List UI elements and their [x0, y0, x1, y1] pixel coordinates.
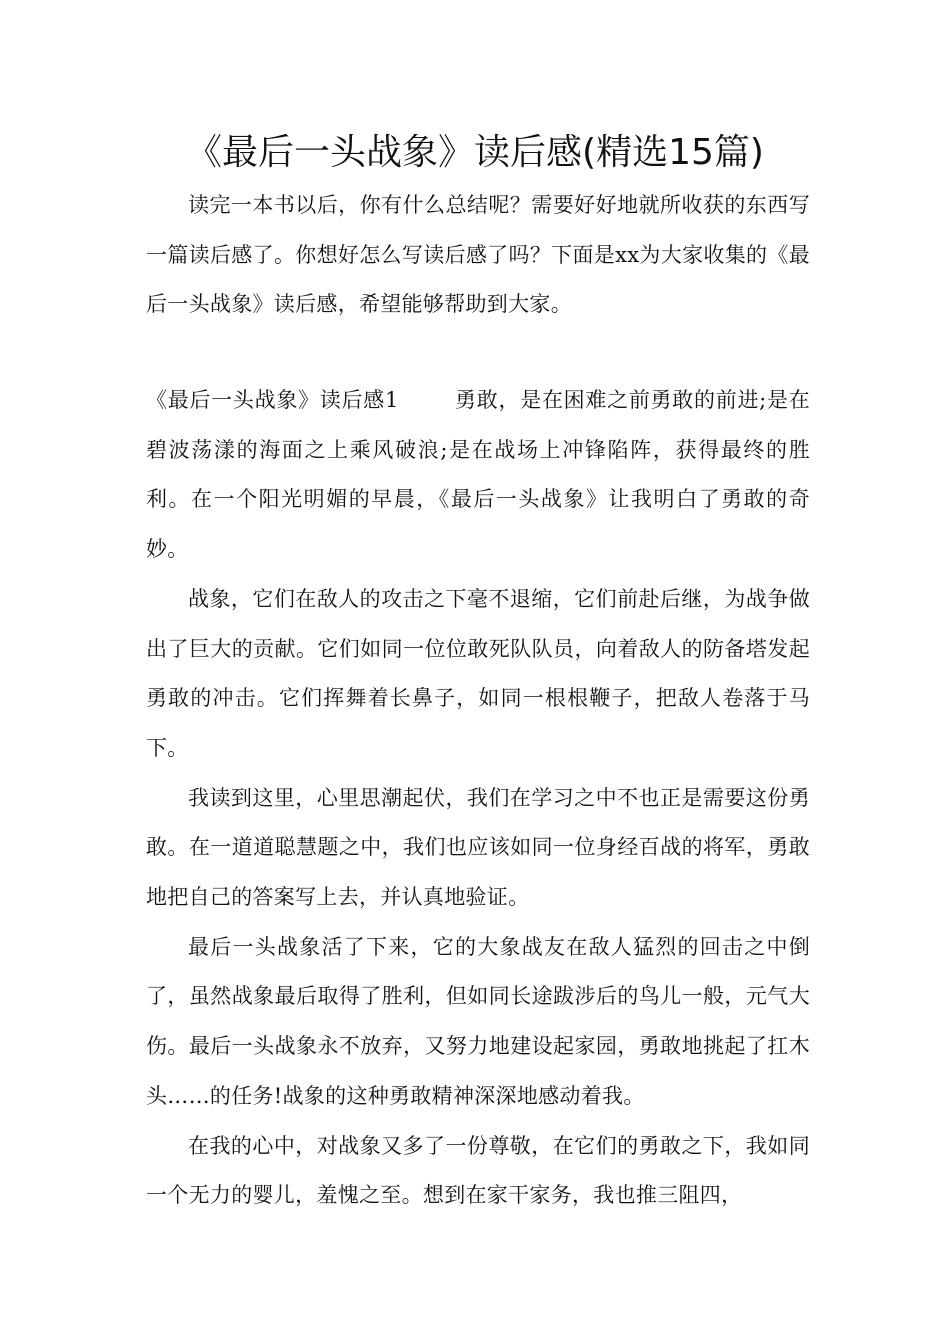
essay-paragraph: 最后一头战象活了下来，它的大象战友在敌人猛烈的回击之中倒了，虽然战象最后取得了胜利，但如同长途跋涉后的鸟儿一般，元气大伤。最后一头战象永不放弃，又努力地建设起家园，勇敢地挑起了扛木头……的任务!战象的这种勇敢精神深深地感动着我。	[146, 934, 810, 1108]
essay-section	[146, 376, 810, 1221]
intro-section	[146, 181, 810, 330]
section-first-paragraph-text: 勇敢，是在困难之前勇敢的前进;是在碧波荡漾的海面之上乘风破浪;是在战场上冲锋陷阵，获得最终的胜利。在一个阳光明媚的早晨，《最后一头战象》让我明白了勇敢的奇妙。	[146, 388, 810, 562]
essay-first-paragraph	[146, 376, 810, 575]
essay-paragraph: 战象，它们在敌人的攻击之下毫不退缩，它们前赴后继，为战争做出了巨大的贡献。它们如同一位位敢死队队员，向着敌人的防备塔发起勇敢的冲击。它们挥舞着长鼻子，如同一根根鞭子，把敌人卷落于马下。	[146, 586, 810, 760]
intro-paragraph: 读完一本书以后，你有什么总结呢？需要好好地就所收获的东西写一篇读后感了。你想好怎么写读后感了吗？下面是xx为大家收集的《最后一头战象》读后感，希望能够帮助到大家。	[146, 193, 810, 317]
essay-paragraph: 在我的心中，对战象又多了一份尊敬，在它们的勇敢之下，我如同一个无力的婴儿，羞愧之至。想到在家干家务，我也推三阻四，	[146, 1133, 810, 1208]
document-title: 《最后一头战象》读后感(精选15篇)	[186, 132, 764, 173]
section-title: 《最后一头战象》读后感1	[146, 388, 399, 412]
essay-paragraph: 我读到这里，心里思潮起伏，我们在学习之中不也正是需要这份勇敢。在一道道聪慧题之中，我们也应该如同一位身经百战的将军，勇敢地把自己的答案写上去，并认真地验证。	[146, 785, 810, 910]
